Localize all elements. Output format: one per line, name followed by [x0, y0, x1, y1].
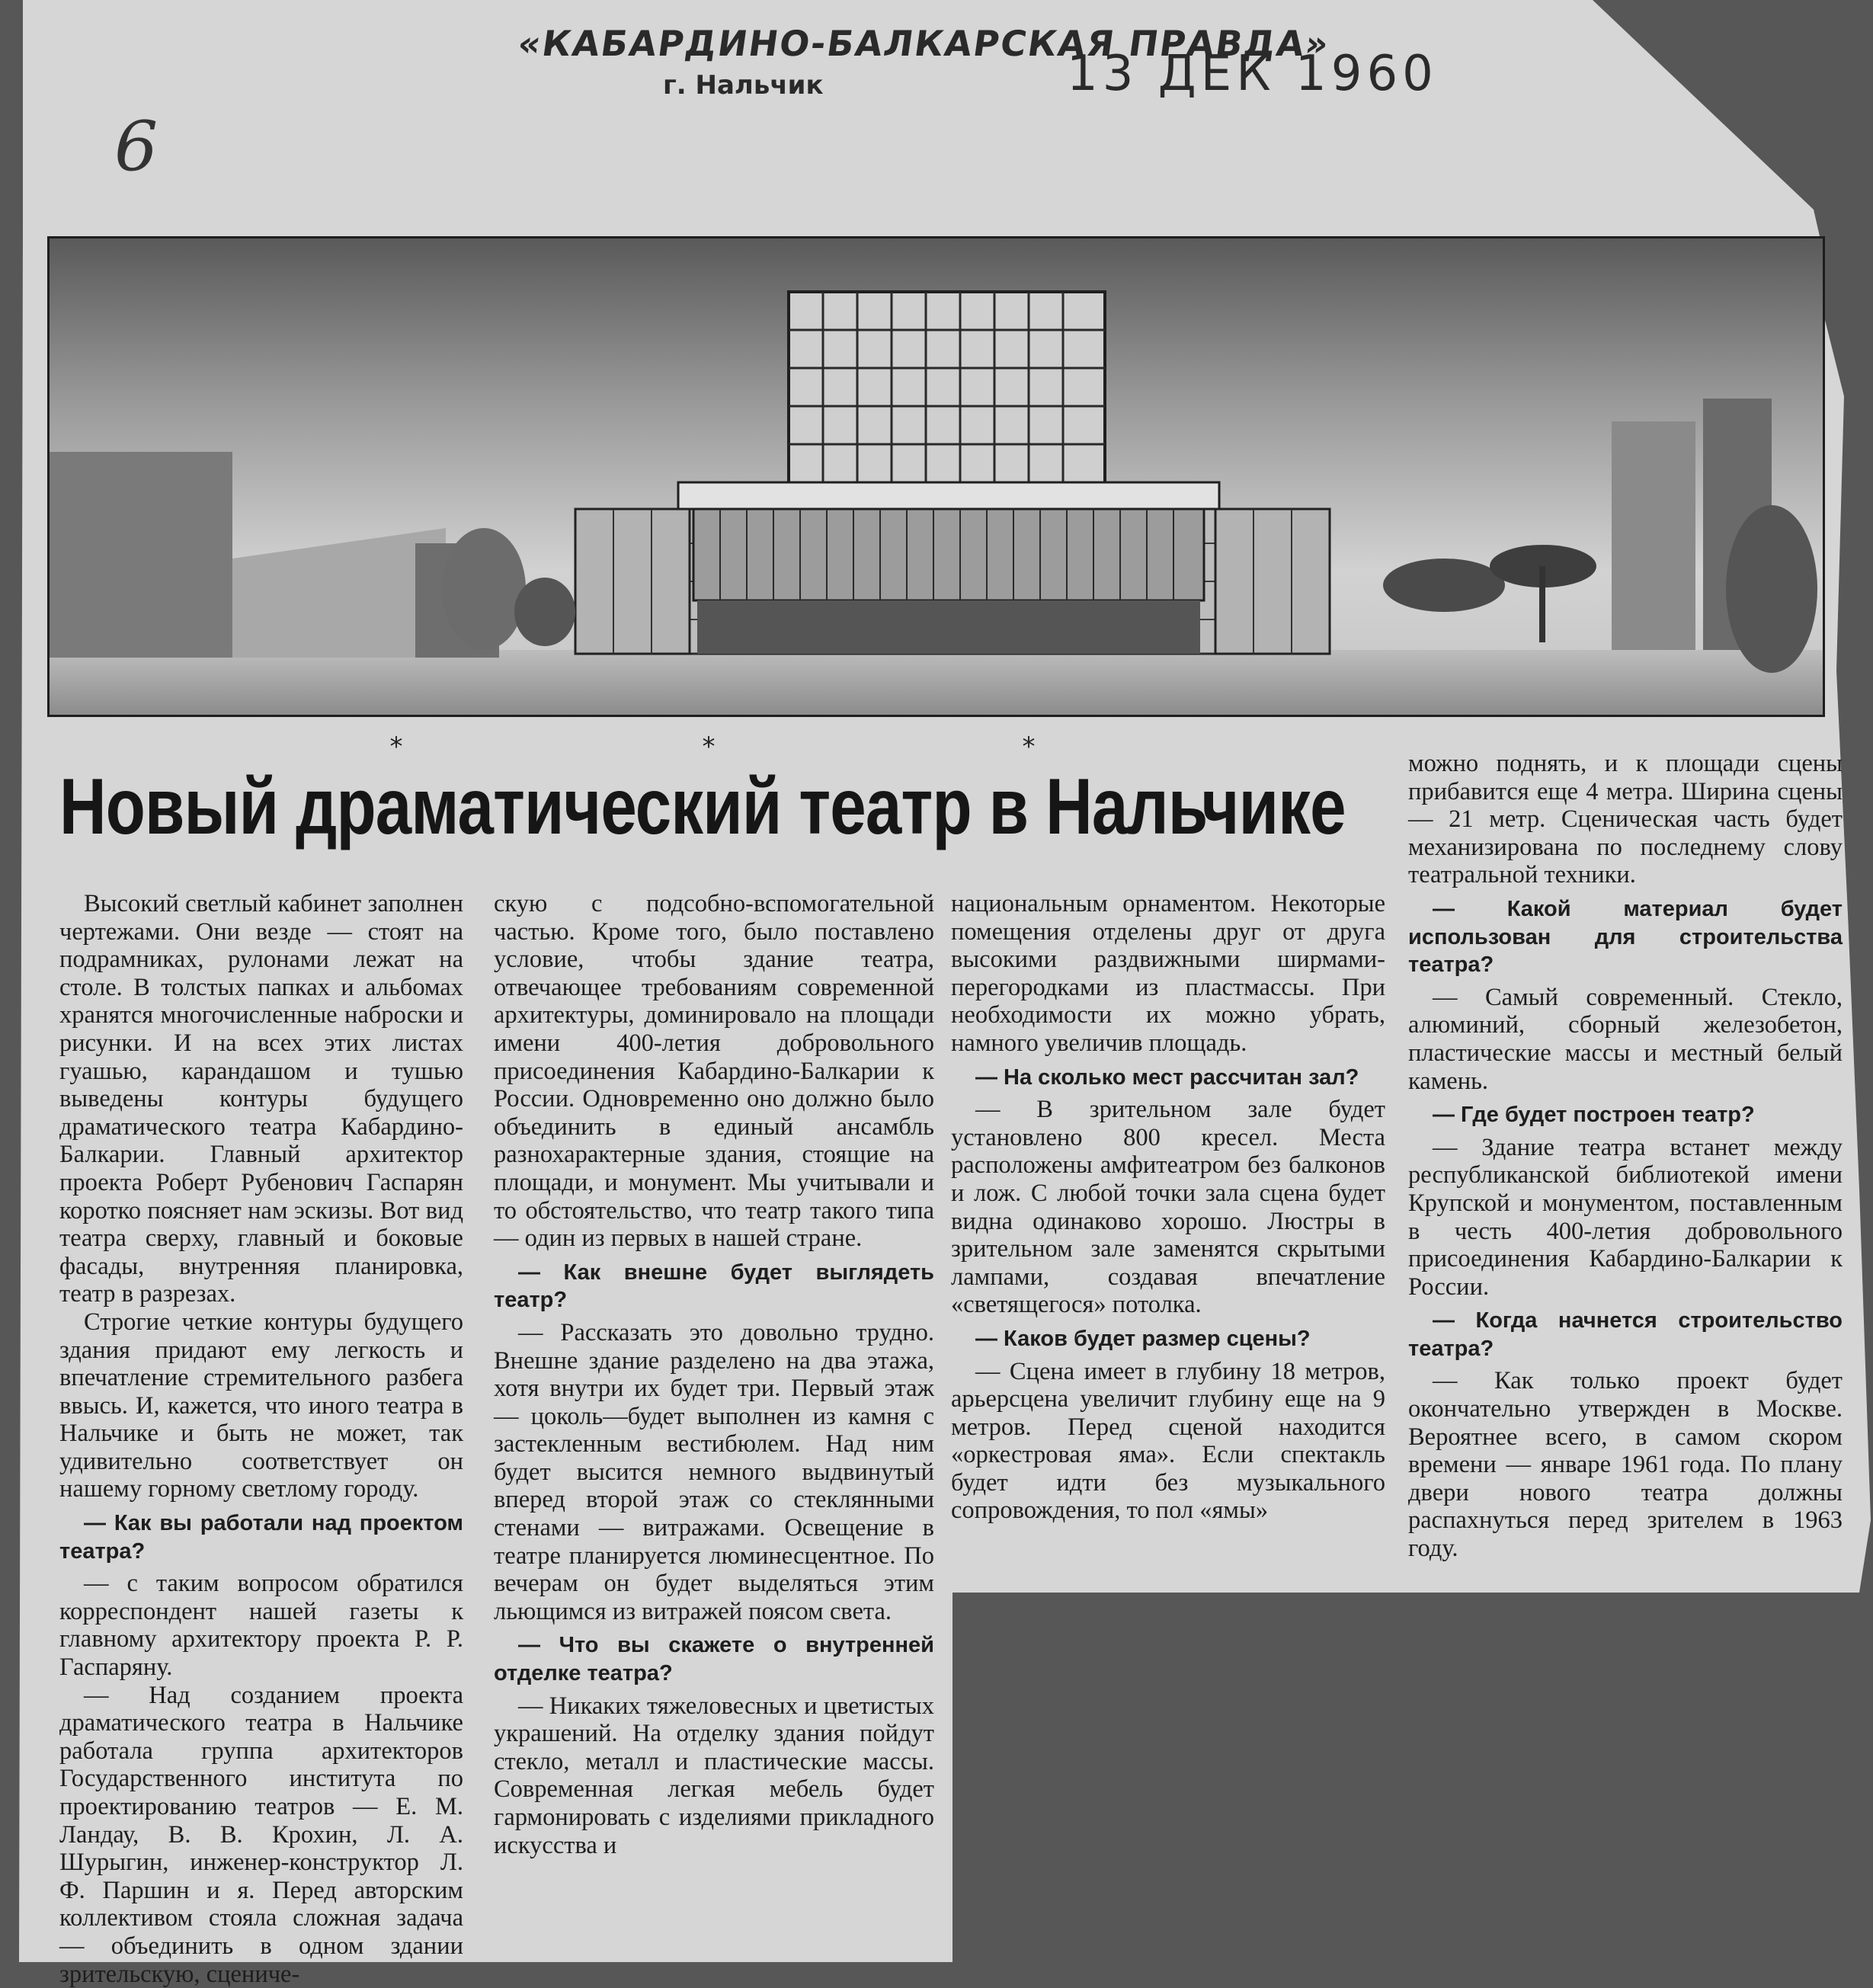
theatre-facade-drawing-icon [50, 238, 1823, 715]
interview-question: — Где будет построен театр? [1433, 1103, 1755, 1128]
interview-question: — Как внешне будет выглядеть театр? [494, 1260, 934, 1313]
paragraph: — Здание театра встанет между республиканской библиотекой имени Крупской и монументом, поставленным в честь 400-летия добровольного присоединения Кабардино-Балкарии к России. [1408, 1133, 1843, 1301]
article-column-1 [59, 890, 463, 1988]
paragraph: — Как только проект будет окончательно утвержден в Москве. Вероятнее всего, в самом скором времени — январе 1961 года. По плану двери нового театра должны распахнуться перед зрителем в 1963 году. [1408, 1367, 1843, 1563]
paragraph: — Сцена имеет в глубину 18 метров, арьерсцена увеличит глубину еще на 9 метров. Перед сценой находится «оркестровая яма». Если спектакль будет идти без музыкального сопровождения, то пол «ямы» [951, 1357, 1385, 1525]
paragraph: национальным орнаментом. Некоторые помещения отделены друг от друга высокими раздвижными ширмами-перегородками из пластмассы. При необходимости их можно убрать, намного увеличив площадь. [951, 890, 1385, 1057]
publication-city: г. Нальчик [663, 70, 824, 101]
interview-question: — Какой материал будет использован для строительства театра? [1408, 896, 1843, 978]
interview-question: — Когда начнется строительство театра? [1408, 1308, 1843, 1361]
paragraph: — Рассказать это довольно трудно. Внешне здание разделено на два этажа, хотя внутри их будет три. Первый этаж — цоколь—будет выполнен из камня с застекленным вестибюлем. Над ним будет высится немного выдвинутый вперед второй этаж со стеклянными стенами — витражами. Освещение в театре планируется люминесцентное. По вечерам он будет выделяться этим льющимся из витражей поясом света. [494, 1318, 934, 1625]
handwritten-page-number: 6 [114, 107, 158, 187]
interview-question: — Что вы скажете о внутренней отделке театра? [494, 1633, 934, 1686]
star-ornament: * [389, 731, 403, 762]
article-column-2 [494, 890, 934, 1859]
paragraph: скую с подсобно-вспомогательной частью. Кроме того, было поставлено условие, чтобы здание театра, отвечающее требованиям современной архитектуры, доминировало на площади имени 400-летия добровольного присоединения Кабардино-Балкарии к России. Одновременно оно должно было объединить в единый ансамбль разнохарактерные здания, стоящие на площади, и монумент. Мы учитывали и то обстоятельство, что театр такого типа — один из первых в нашей стране. [494, 890, 934, 1253]
paragraph: — Самый современный. Стекло, алюминий, сборный железобетон, пластические массы и местный белый камень. [1408, 983, 1843, 1095]
paragraph: Высокий светлый кабинет заполнен чертежами. Они везде — стоят на подрамниках, рулонами лежат на столе. В толстых папках и альбомах хранятся многочисленные наброски и рисунки. И на всех этих листах гуашью, карандашом и тушью выведены контуры будущего драматического театра Кабардино-Балкарии. Главный архитектор проекта Роберт Рубенович Гаспарян коротко поясняет нам эскизы. Вот вид театра сверху, главный и боковые фасады, внутренняя планировка, театр в разрезах. [59, 890, 463, 1308]
star-ornament: * [1022, 731, 1036, 762]
publication-stamp: «КАБАРДИНО-БАЛКАРСКАЯ ПРАВДА» [515, 23, 1333, 64]
interview-question: — Каков будет размер сцены? [975, 1326, 1311, 1351]
paragraph: — В зрительном зале будет установлено 800 кресел. Места расположены амфитеатром без балконов и лож. С любой точки зала сцена будет видна одинаково хорошо. Люстры в зрительном зале заменятся скрытыми лампами, создавая впечатление «светящегося» потолка. [951, 1096, 1385, 1319]
interview-question: — Как вы работали над проектом театра? [59, 1511, 463, 1564]
paragraph: можно поднять, и к площади сцены прибавится еще 4 метра. Ширина сцены — 21 метр. Сценическая часть будет механизирована по последнему слову театральной техники. [1408, 750, 1843, 889]
paragraph: — с таким вопросом обратился корреспондент нашей газеты к главному архитектору проекта Р. Р. Гаспаряну. [59, 1570, 463, 1682]
paragraph: — Никаких тяжеловесных и цветистых украшений. На отделку здания пойдут стекло, металл и пластические массы. Современная легкая мебель будет гармонировать с изделиями прикладного искусства и [494, 1692, 934, 1859]
star-ornament: * [702, 731, 716, 762]
article-column-4 [1408, 750, 1843, 1563]
paragraph: Строгие четкие контуры будущего здания придают ему легкость и впечатление стремительного разбега ввысь. И, кажется, что иного театра в Нальчике и быть не может, так удивительно соответствует он нашему горному светлому городу. [59, 1308, 463, 1503]
interview-question: — На сколько мест рассчитан зал? [975, 1064, 1359, 1090]
paragraph: — Над созданием проекта драматического театра в Нальчике работала группа архитекторов Государственного института по проектированию театров — Е. М. Ландау, В. В. Крохин, Л. А. Шурыгин, инженер-конструктор Л. Ф. Паршин и я. Перед авторским коллективом стояла сложная задача — объединить в одном здании зрительскую, сцениче- [59, 1681, 463, 1988]
article-column-3 [951, 890, 1385, 1525]
article-headline: Новый драматический театр в Нальчике [59, 763, 1346, 851]
theatre-illustration [47, 236, 1825, 717]
date-stamp: 13 ДЕК 1960 [1067, 46, 1438, 102]
